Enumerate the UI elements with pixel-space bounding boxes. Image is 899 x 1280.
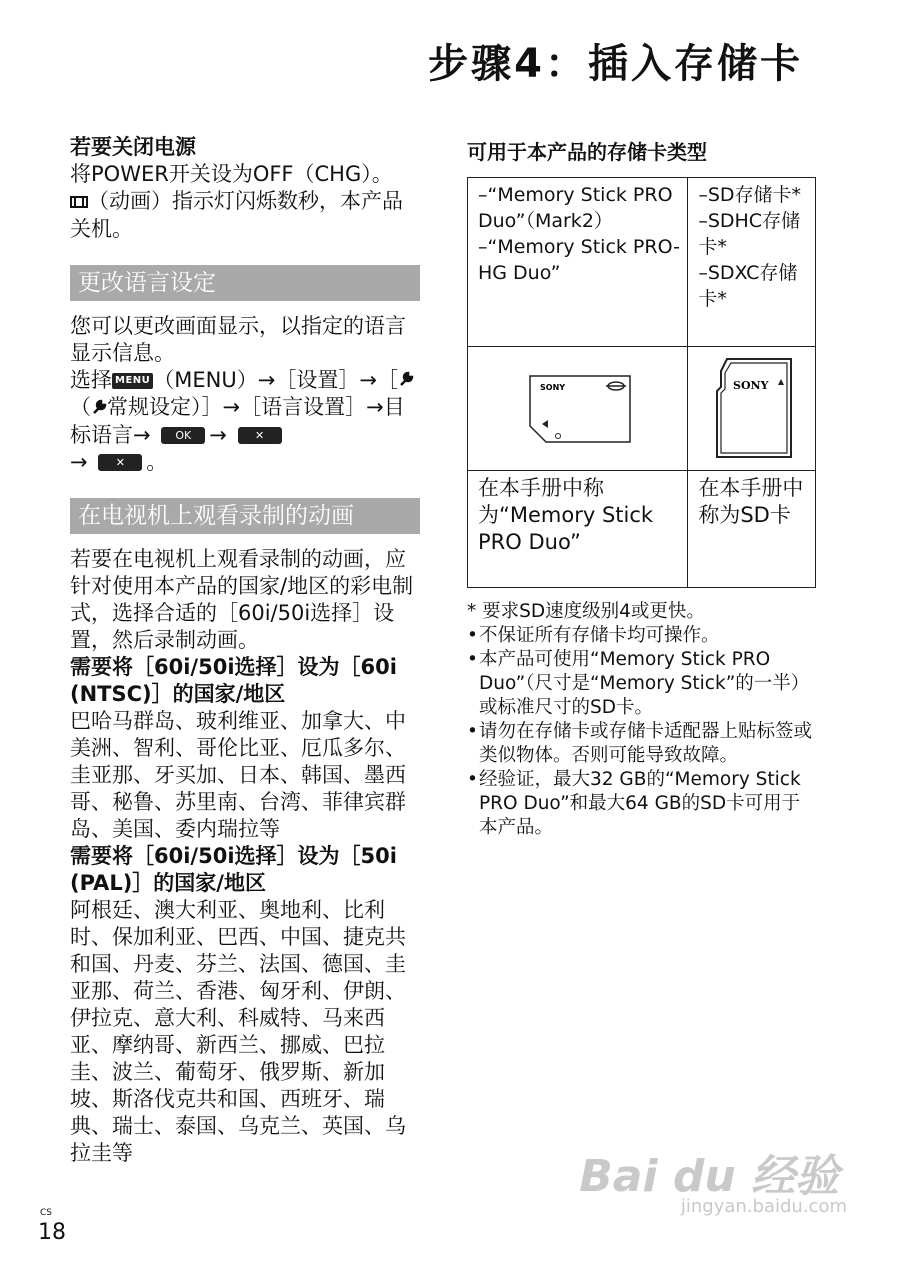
memory-stick-image-cell xyxy=(468,347,688,471)
steps-d: 常规设定）］→［语言设置］→目标语言→ xyxy=(70,395,405,447)
ms-brand: SONY xyxy=(539,382,565,392)
arrow-2: → xyxy=(70,449,88,474)
watermark-url: jingyan.baidu.com xyxy=(680,1196,847,1217)
language-steps xyxy=(70,367,420,476)
language-band: 更改语言设定 xyxy=(70,265,420,301)
note-2: 本产品可使用“Memory Stick PRO Duo”（尺寸是“Memory Stick”的一半）或标准尺寸的SD卡。 xyxy=(479,649,810,718)
right-column xyxy=(467,136,817,840)
bullet: • xyxy=(467,721,478,742)
note-1: 不保证所有存储卡均可操作。 xyxy=(479,625,720,646)
ms-type-1: –“Memory Stick PRO Duo”（Mark2） xyxy=(478,184,673,232)
pal-countries: 阿根廷、澳大利亚、奥地利、比利时、保加利亚、巴西、中国、捷克共和国、丹麦、芬兰、法国、德国、圭亚那、荷兰、香港、匈牙利、伊朗、伊拉克、意大利、科威特、马来西亚、摩纳哥、新西兰、挪威、巴拉圭、波兰、葡萄牙、俄罗斯、新加坡、斯洛伐克共和国、西班牙、瑞典、瑞士、泰国、乌克兰、英国、乌拉圭等 xyxy=(70,897,406,1165)
movie-icon xyxy=(70,189,88,216)
sd-type-2: –SDHC存储卡* xyxy=(698,210,801,258)
note-3: 请勿在存储卡或存储卡适配器上贴标签或类似物体。否则可能导致故障。 xyxy=(479,721,813,766)
bullet: • xyxy=(467,625,478,646)
ms-type-2: –“Memory Stick PRO-HG Duo” xyxy=(478,236,680,284)
note-item xyxy=(467,768,817,840)
ntsc-heading: 需要将［60i/50i选择］设为［60i (NTSC)］的国家/地区 xyxy=(70,654,397,706)
power-off-heading: 若要关闭电源 xyxy=(70,135,196,159)
note-4: 经验证，最大32 GB的“Memory Stick PRO Duo”和最大64 GB的SD卡可用于本产品。 xyxy=(479,769,801,838)
wrench-icon-2 xyxy=(91,395,107,422)
sd-card-icon xyxy=(713,357,795,461)
steps-end: 。 xyxy=(146,449,168,474)
sd-brand: SONY xyxy=(732,378,769,392)
sd-types xyxy=(688,178,816,347)
wrench-icon xyxy=(398,367,414,394)
close-icon: ✕ xyxy=(238,427,282,444)
ntsc-countries: 巴哈马群岛、玻利维亚、加拿大、中美洲、智利、哥伦比亚、厄瓜多尔、圭亚那、牙买加、日本、韩国、墨西哥、秘鲁、苏里南、台湾、菲律宾群岛、美国、委内瑞拉等 xyxy=(70,708,406,841)
notes xyxy=(467,600,817,840)
arrow-1: → xyxy=(209,422,227,447)
watermark-logo: Bai du 经验 xyxy=(579,1151,839,1202)
memory-stick-types xyxy=(468,178,688,347)
card-types-heading: 可用于本产品的存储卡类型 xyxy=(467,140,707,164)
steps-a: 选择 xyxy=(70,367,112,392)
close-icon-2: ✕ xyxy=(98,454,142,471)
note-item xyxy=(467,720,817,768)
note-item xyxy=(467,624,817,648)
ms-manual-name: 在本手册中称为“Memory Stick PRO Duo” xyxy=(468,471,688,588)
sd-manual-name: 在本手册中称为SD卡 xyxy=(688,471,816,588)
tv-band: 在电视机上观看录制的动画 xyxy=(70,498,420,534)
footnote: * 要求SD速度级别4或更快。 xyxy=(467,601,705,622)
bullet: • xyxy=(467,649,478,670)
steps-b: （MENU）→［设置］→［ xyxy=(153,367,398,392)
steps-c: （ xyxy=(70,395,91,419)
menu-icon: MENU xyxy=(112,373,153,389)
page-number: 18 xyxy=(38,1220,66,1245)
language-code: CS xyxy=(40,1208,52,1218)
tv-desc: 若要在电视机上观看录制的动画，应针对使用本产品的国家/地区的彩电制式，选择合适的［60i/50i选择］设置，然后录制动画。 xyxy=(70,546,414,652)
sd-image-cell xyxy=(688,347,816,471)
sd-type-3: –SDXC存储卡* xyxy=(698,262,798,310)
left-column xyxy=(70,134,420,1167)
note-item xyxy=(467,648,817,720)
pal-heading: 需要将［60i/50i选择］设为［50i (PAL)］的国家/地区 xyxy=(70,843,397,895)
ok-button-icon: OK xyxy=(161,427,205,444)
power-off-line2: （动画）指示灯闪烁数秒，本产品关机。 xyxy=(70,189,403,241)
card-types-table xyxy=(467,177,816,588)
sd-type-1: –SD存储卡* xyxy=(698,184,802,206)
power-off-line1: 将POWER开关设为OFF（CHG）。 xyxy=(70,162,393,186)
language-desc: 您可以更改画面显示，以指定的语言显示信息。 xyxy=(70,313,406,365)
power-off-line2-wrap xyxy=(70,188,420,243)
page-title: 步骤4：插入存储卡 xyxy=(428,41,803,87)
bullet: • xyxy=(467,769,478,790)
memory-stick-card-icon xyxy=(528,374,632,444)
